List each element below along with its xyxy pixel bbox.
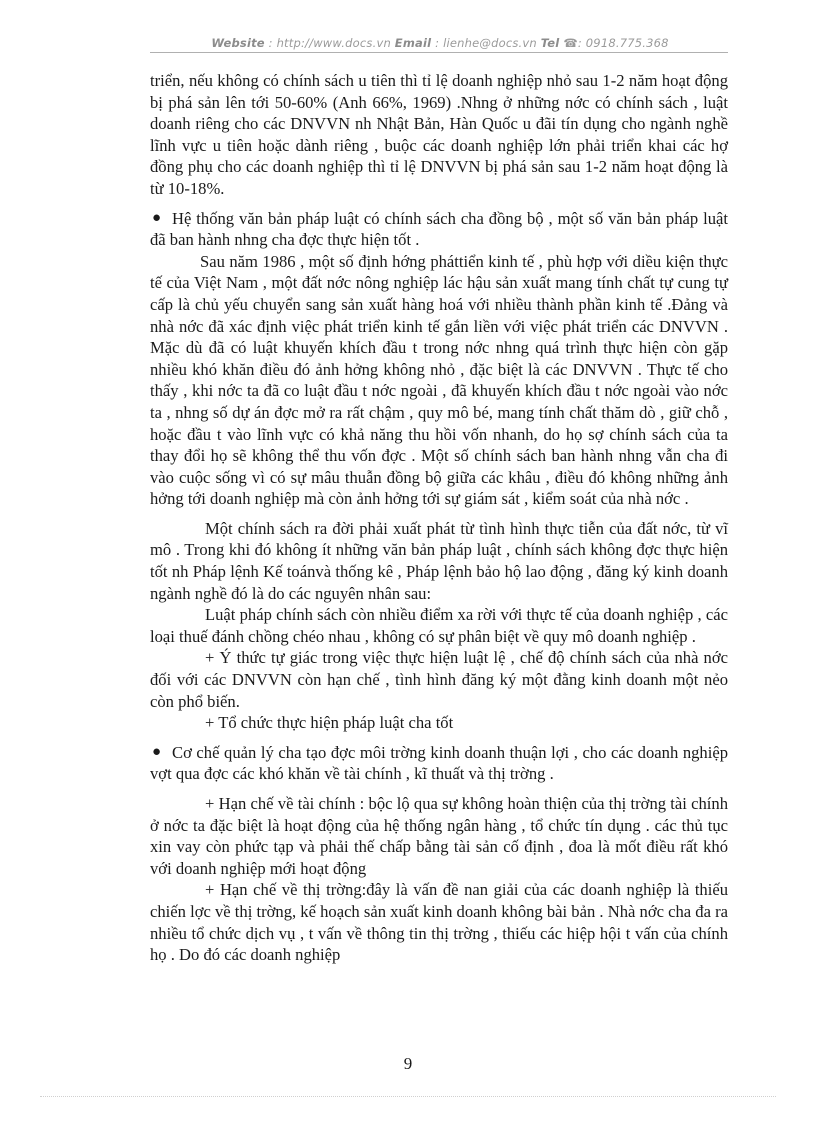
paragraph: + Ý thức tự giác trong việc thực hiện luật lệ , chế độ chính sách của nhà nớc đối với các DNVVN còn hạn chế , tình hình đăng ký một đằng kinh doanh một nẻo còn phổ biến.: [150, 648, 728, 711]
bullet-text: Hệ thống văn bản pháp luật có chính sách cha đồng bộ , một số văn bản pháp luật đã ban hành nhng cha đợc thực hiện tốt .: [150, 208, 728, 250]
tel-value: : 0918.775.368: [577, 36, 669, 50]
bullet-text: Cơ chế quản lý cha tạo đợc môi trờng kinh doanh thuận lợi , cho các doanh nghiệp vợt qua đợc các khó khăn về tài chính , kĩ thuất và thị trờng .: [150, 742, 728, 784]
bullet-paragraph: [150, 742, 728, 785]
website-label: Website: [211, 36, 265, 50]
footer-divider: [40, 1096, 776, 1097]
paragraph: Sau năm 1986 , một số định hớng pháttiển kinh tế , phù hợp với diều kiện thực tế của Việt Nam , một đất nớc nông nghiệp lác hậu sản xuất mang tính chất tự cung tự cấp là chủ yếu chuyển sang sản xuất hàng hoá với nhiều thành phần kinh tế .Đảng và nhà nớc đã xác định việc phát triển kinh tế gắn liền với việc phát triển các DNVVN . Mặc dù đã có luật khuyến khích đầu t trong nớc nhng quá trình thực hiện còn gặp nhiều khó khăn điều đó ảnh hởng không nhỏ , đặc biệt là các DNVVN . Thực tế cho thấy , khi nớc ta đã co luật đầu t nớc ngoài , đã khuyến khích đầu t nớc ngoài vào nớc ta , nhng số dự án đợc mở ra rất chậm , quy mô bé, mang tính chất thăm dò , giữ chỗ , hoặc đầu t vào lĩnh vực có khả năng thu hồi vốn nhanh, do họ sợ chính sách của ta thay đổi họ sẽ không thể thu vốn đợc . Một số chính sách ban hành nhng vẫn cha đi vào cuộc sống vì có sự mâu thuẫn đồng bộ giữa các khâu , điều đó không những ảnh hởng tới doanh nghiệp mà còn ảnh hởng tới sự giám sát , kiểm soát của nhà nớc .: [150, 251, 728, 509]
paragraph: + Hạn chế về thị trờng:đây là vấn đề nan giải của các doanh nghiệp là thiếu chiến lợc về thị trờng, kế hoạch sản xuất kinh doanh không bài bản . Nhà nớc cha đa ra nhiều tổ chức dịch vụ , t vấn về thông tin thị trờng , thiếu các hiệp hội t vấn của chính họ . Do đó các doanh nghiệp: [150, 880, 728, 965]
tel-label: Tel: [540, 36, 560, 50]
bullet-icon: ●: [152, 743, 162, 760]
paragraph: + Tổ chức thực hiện pháp luật cha tốt: [205, 713, 454, 733]
document-body: [150, 70, 728, 966]
bullet-icon: ●: [152, 209, 162, 226]
phone-icon: ☎: [563, 36, 578, 50]
paragraph: + Hạn chế về tài chính : bộc lộ qua sự không hoàn thiện của thị trờng tài chính ở nớc ta đặc biệt là hoạt động của hệ thống ngân hàng , tổ chức tín dụng . các thủ tục xin vay còn phức tạp và phải thế chấp bằng tài sản cố định , đoa là mốt điều rất khó với doanh nghiệp mới hoạt động: [150, 794, 728, 878]
bullet-paragraph: [150, 208, 728, 251]
paragraph: triển, nếu không có chính sách u tiên thì tỉ lệ doanh nghiệp nhỏ sau 1-2 năm hoạt động bị phá sản lên tới 50-60% (Anh 66%, 1969) .Nhng ở những nớc có chính sách , luật doanh riêng cho các DNVVN nh Nhật Bản, Hàn Quốc u đãi tín dụng cho ngành nghề lĩnh vực u tiên hoặc dành riêng , buộc các doanh nghiệp lớn phải triển khai các hợ đồng phụ cho các doanh nghiệp thì tỉ lệ DNVVN bị phá sản sau 1-2 năm hoạt động là từ 10-18%.: [150, 71, 728, 198]
email-value: : lienhe@docs.vn: [435, 36, 537, 50]
email-label: Email: [394, 36, 432, 50]
page-header: [150, 36, 730, 50]
website-value: : http://www.docs.vn: [268, 36, 391, 50]
page-number: 9: [403, 1054, 413, 1073]
paragraph: Luật pháp chính sách còn nhiều điểm xa rời với thực tế của doanh nghiệp , các loại thuế đánh chồng chéo nhau , không có sự phân biệt về quy mô doanh nghiệp .: [150, 605, 728, 646]
paragraph: Một chính sách ra đời phải xuất phát từ tình hình thực tiễn của đất nớc, từ vĩ mô . Trong khi đó không ít những văn bản pháp luật , chính sách không đợc thực hiện tốt nh Pháp lệnh Kế toánvà thống kê , Pháp lệnh bảo hộ lao động , đăng ký kinh doanh ngành nghề đó là do các nguyên nhân sau:: [150, 518, 728, 603]
header-divider: [150, 52, 728, 53]
